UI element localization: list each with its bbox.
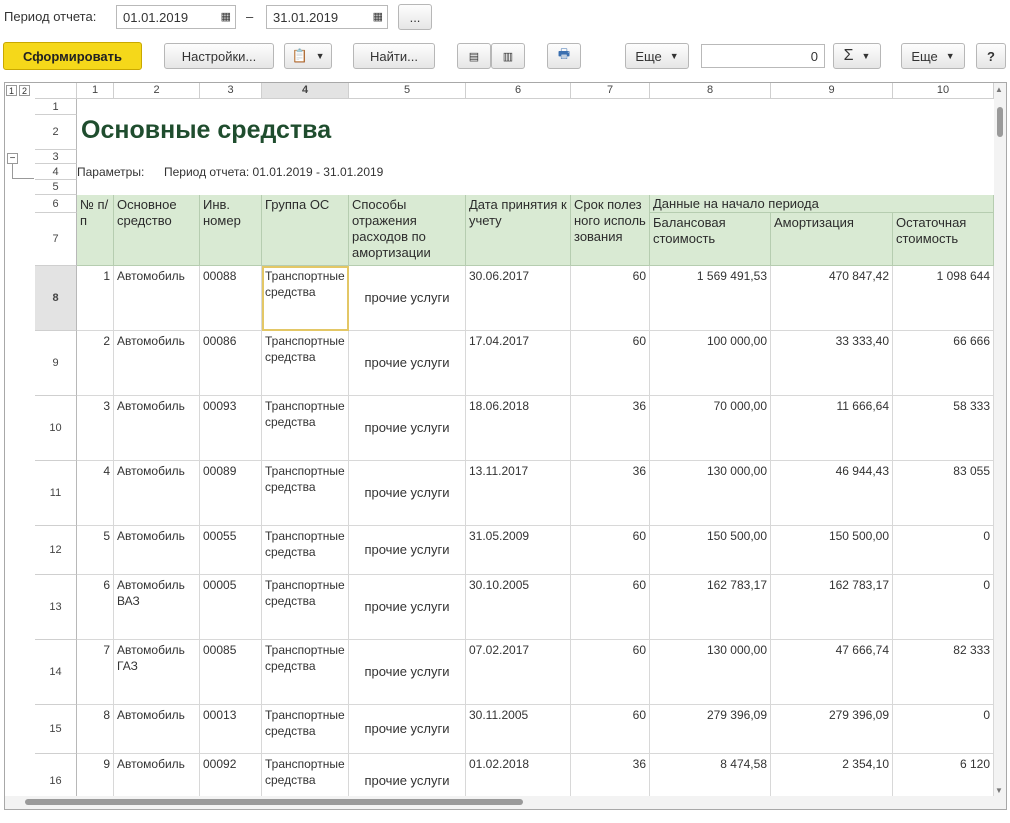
cell-date[interactable]: 13.11.2017 [466,461,571,526]
column-header[interactable]: 10 [893,83,994,99]
cell-asset[interactable]: Автомобиль [114,331,200,396]
cell-no[interactable]: 3 [77,396,114,461]
cell-amort[interactable]: 33 333,40 [771,331,893,396]
date-to-value: 31.01.2019 [273,9,339,25]
report-grid[interactable] [4,82,1007,810]
collapse-group-icon[interactable]: − [7,153,18,164]
column-header[interactable]: 7 [571,83,650,99]
cell-balance[interactable]: 1 569 491,53 [650,266,771,331]
cell-asset[interactable]: Автомобиль [114,396,200,461]
scroll-down-icon[interactable]: ▼ [995,786,1003,795]
cell-inv[interactable]: 00055 [200,526,262,575]
cell-no[interactable]: 7 [77,640,114,705]
variant-dropdown-button[interactable] [284,43,332,69]
row-header[interactable]: 2 [35,115,77,150]
cell-inv[interactable]: 00086 [200,331,262,396]
cell-inv[interactable]: 00013 [200,705,262,754]
cell-date[interactable]: 17.04.2017 [466,331,571,396]
cell-balance[interactable]: 162 783,17 [650,575,771,640]
cell-group[interactable]: Транспортные средства [262,640,349,705]
cell-group[interactable]: Транспортные средства [262,266,349,331]
cell-residual[interactable]: 58 333 [893,396,994,461]
cell-amort[interactable]: 2 354,10 [771,754,893,808]
cell-method[interactable]: прочие услуги [349,754,466,808]
row-header[interactable]: 11 [35,461,77,526]
more-label: Еще [911,48,938,64]
cell-inv[interactable]: 00085 [200,640,262,705]
cell-asset[interactable]: Автомобиль [114,461,200,526]
group-collapse-icon: ▤ [468,50,480,63]
cell-term[interactable]: 60 [571,575,650,640]
header-balance: Балансовая стоимость [650,213,771,266]
header-amort: Амортизация [771,213,893,266]
row-header[interactable]: 7 [35,213,77,266]
row-header[interactable]: 12 [35,526,77,575]
column-header[interactable]: 5 [349,83,466,99]
cell-inv[interactable]: 00092 [200,754,262,808]
row-header[interactable]: 9 [35,331,77,396]
cell-asset[interactable]: Автомобиль ВАЗ [114,575,200,640]
cell-amort[interactable]: 279 396,09 [771,705,893,754]
cell-no[interactable]: 1 [77,266,114,331]
cell-residual[interactable]: 66 666 [893,331,994,396]
clipboard-icon: 📋 [291,48,308,63]
date-to-field[interactable] [266,5,388,29]
vertical-scroll-thumb[interactable] [997,107,1003,137]
cell-group[interactable]: Транспортные средства [262,705,349,754]
more-actions-button-2[interactable] [901,43,965,69]
chevron-down-icon: ▼ [669,51,679,61]
cell-residual[interactable]: 0 [893,575,994,640]
cell-date[interactable]: 30.10.2005 [466,575,571,640]
date-from-field[interactable] [116,5,236,29]
cell-method[interactable]: прочие услуги [349,331,466,396]
date-from-value: 01.01.2019 [123,9,189,25]
scroll-up-icon[interactable]: ▲ [995,85,1003,94]
row-header[interactable]: 16 [35,754,77,808]
header-date: Дата принятия к учету [466,195,571,266]
period-label: Период отчета: [4,9,97,24]
cell-balance[interactable]: 8 474,58 [650,754,771,808]
cell-asset[interactable]: Автомобиль [114,705,200,754]
printer-icon: 🖶 [557,46,571,61]
cell-residual[interactable]: 83 055 [893,461,994,526]
row-header[interactable]: 14 [35,640,77,705]
vertical-scrollbar[interactable] [994,83,1006,809]
cell-amort[interactable]: 150 500,00 [771,526,893,575]
calendar-icon[interactable]: ▦ [372,11,383,23]
cell-asset[interactable]: Автомобиль [114,754,200,808]
help-button[interactable]: ? [976,43,1006,69]
sum-value: 0 [810,48,818,64]
cell-inv[interactable]: 00093 [200,396,262,461]
row-header[interactable]: 1 [35,99,77,115]
level-button-1[interactable]: 1 [6,85,17,96]
cell-group[interactable]: Транспортные средства [262,526,349,575]
header-inv: Инв. номер [200,195,262,266]
row-header[interactable]: 3 [35,150,77,164]
horizontal-scrollbar[interactable] [5,796,994,809]
calendar-icon[interactable]: ▦ [220,11,231,23]
cell-group[interactable]: Транспортные средства [262,331,349,396]
row-header[interactable]: 8 [35,266,77,331]
group-line [12,178,34,179]
cell-group[interactable]: Транспортные средства [262,396,349,461]
cell-date[interactable]: 18.06.2018 [466,396,571,461]
cell-method[interactable]: прочие услуги [349,575,466,640]
group-expand-icon: ▥ [502,50,514,63]
column-header[interactable]: 6 [466,83,571,99]
print-button[interactable] [547,43,581,69]
sum-field[interactable] [701,44,825,68]
corner-cell [35,83,77,99]
cell-no[interactable]: 9 [77,754,114,808]
cell-no[interactable]: 4 [77,461,114,526]
params-label: Параметры: [77,165,145,179]
cell-date[interactable]: 31.05.2009 [466,526,571,575]
header-group: Группа ОС [262,195,349,266]
cell-method[interactable]: прочие услуги [349,705,466,754]
cell-term[interactable]: 36 [571,461,650,526]
params-value: Период отчета: 01.01.2019 - 31.01.2019 [164,165,384,179]
generate-button[interactable]: Сформировать [3,42,142,70]
column-header[interactable]: 3 [200,83,262,99]
cell-method[interactable]: прочие услуги [349,266,466,331]
chevron-down-icon: ▼ [945,51,955,61]
cell-balance[interactable]: 130 000,00 [650,640,771,705]
cell-no[interactable]: 6 [77,575,114,640]
row-header[interactable]: 13 [35,575,77,640]
settings-button[interactable]: Настройки... [164,43,274,69]
cell-date[interactable]: 30.11.2005 [466,705,571,754]
column-header[interactable]: 9 [771,83,893,99]
cell-balance[interactable]: 130 000,00 [650,461,771,526]
more-label: Еще [635,48,662,64]
cell-date[interactable]: 07.02.2017 [466,640,571,705]
column-header[interactable]: 8 [650,83,771,99]
column-header[interactable]: 2 [114,83,200,99]
cell-date[interactable]: 01.02.2018 [466,754,571,808]
cell-inv[interactable]: 00088 [200,266,262,331]
more-actions-button[interactable] [625,43,689,69]
cell-method[interactable]: прочие услуги [349,396,466,461]
cell-group[interactable]: Транспортные средства [262,575,349,640]
row-header[interactable]: 10 [35,396,77,461]
header-no: № п/п [77,195,114,266]
cell-residual[interactable]: 1 098 644 [893,266,994,331]
cell-balance[interactable]: 150 500,00 [650,526,771,575]
cell-date[interactable]: 30.06.2017 [466,266,571,331]
cell-asset[interactable]: Автомобиль ГАЗ [114,640,200,705]
cell-no[interactable]: 5 [77,526,114,575]
cell-amort[interactable]: 470 847,42 [771,266,893,331]
cell-method[interactable]: прочие услуги [349,640,466,705]
choose-period-button[interactable]: ... [398,4,432,30]
cell-term[interactable]: 60 [571,331,650,396]
cell-amort[interactable]: 46 944,43 [771,461,893,526]
column-header[interactable]: 1 [77,83,114,99]
sum-mode-button[interactable] [833,43,881,69]
collapse-groups-button[interactable] [457,43,491,69]
cell-amort[interactable]: 11 666,64 [771,396,893,461]
date-dash: – [246,9,254,24]
level-button-2[interactable]: 2 [19,85,30,96]
cell-residual[interactable]: 0 [893,526,994,575]
column-header[interactable]: 4 [262,83,349,99]
report-title: Основные средства [81,116,332,144]
horizontal-scroll-thumb[interactable] [25,799,523,805]
cell-term[interactable]: 60 [571,266,650,331]
cell-term[interactable]: 60 [571,640,650,705]
header-start-period: Данные на начало периода [650,195,994,213]
cell-asset[interactable]: Автомобиль [114,526,200,575]
cell-term[interactable]: 36 [571,396,650,461]
cell-no[interactable]: 2 [77,331,114,396]
row-header[interactable]: 5 [35,180,77,195]
chevron-down-icon: ▼ [315,51,325,61]
cell-method[interactable]: прочие услуги [349,461,466,526]
cell-amort[interactable]: 47 666,74 [771,640,893,705]
cell-inv[interactable]: 00089 [200,461,262,526]
cell-method[interactable]: прочие услуги [349,526,466,575]
header-term: Срок полезного использования [571,195,650,266]
row-header[interactable]: 4 [35,164,77,180]
cell-amort[interactable]: 162 783,17 [771,575,893,640]
cell-no[interactable]: 8 [77,705,114,754]
cell-inv[interactable]: 00005 [200,575,262,640]
find-button[interactable]: Найти... [353,43,435,69]
row-header[interactable]: 15 [35,705,77,754]
header-methods: Способы отражения расходов по амортизации [349,195,466,266]
cell-residual[interactable]: 6 120 [893,754,994,808]
cell-balance[interactable]: 100 000,00 [650,331,771,396]
cell-asset[interactable]: Автомобиль [114,266,200,331]
group-line [12,164,13,178]
row-header[interactable]: 6 [35,195,77,213]
expand-groups-button[interactable] [491,43,525,69]
chevron-down-icon: ▼ [861,51,871,61]
cell-residual[interactable]: 82 333 [893,640,994,705]
sigma-icon: Σ [843,47,854,64]
cell-group[interactable]: Транспортные средства [262,461,349,526]
cell-residual[interactable]: 0 [893,705,994,754]
header-asset: Основное средство [114,195,200,266]
cell-group[interactable]: Транспортные средства [262,754,349,808]
cell-balance[interactable]: 279 396,09 [650,705,771,754]
cell-balance[interactable]: 70 000,00 [650,396,771,461]
cell-term[interactable]: 60 [571,526,650,575]
cell-term[interactable]: 36 [571,754,650,808]
header-residual: Остаточная стоимость [893,213,994,266]
cell-term[interactable]: 60 [571,705,650,754]
